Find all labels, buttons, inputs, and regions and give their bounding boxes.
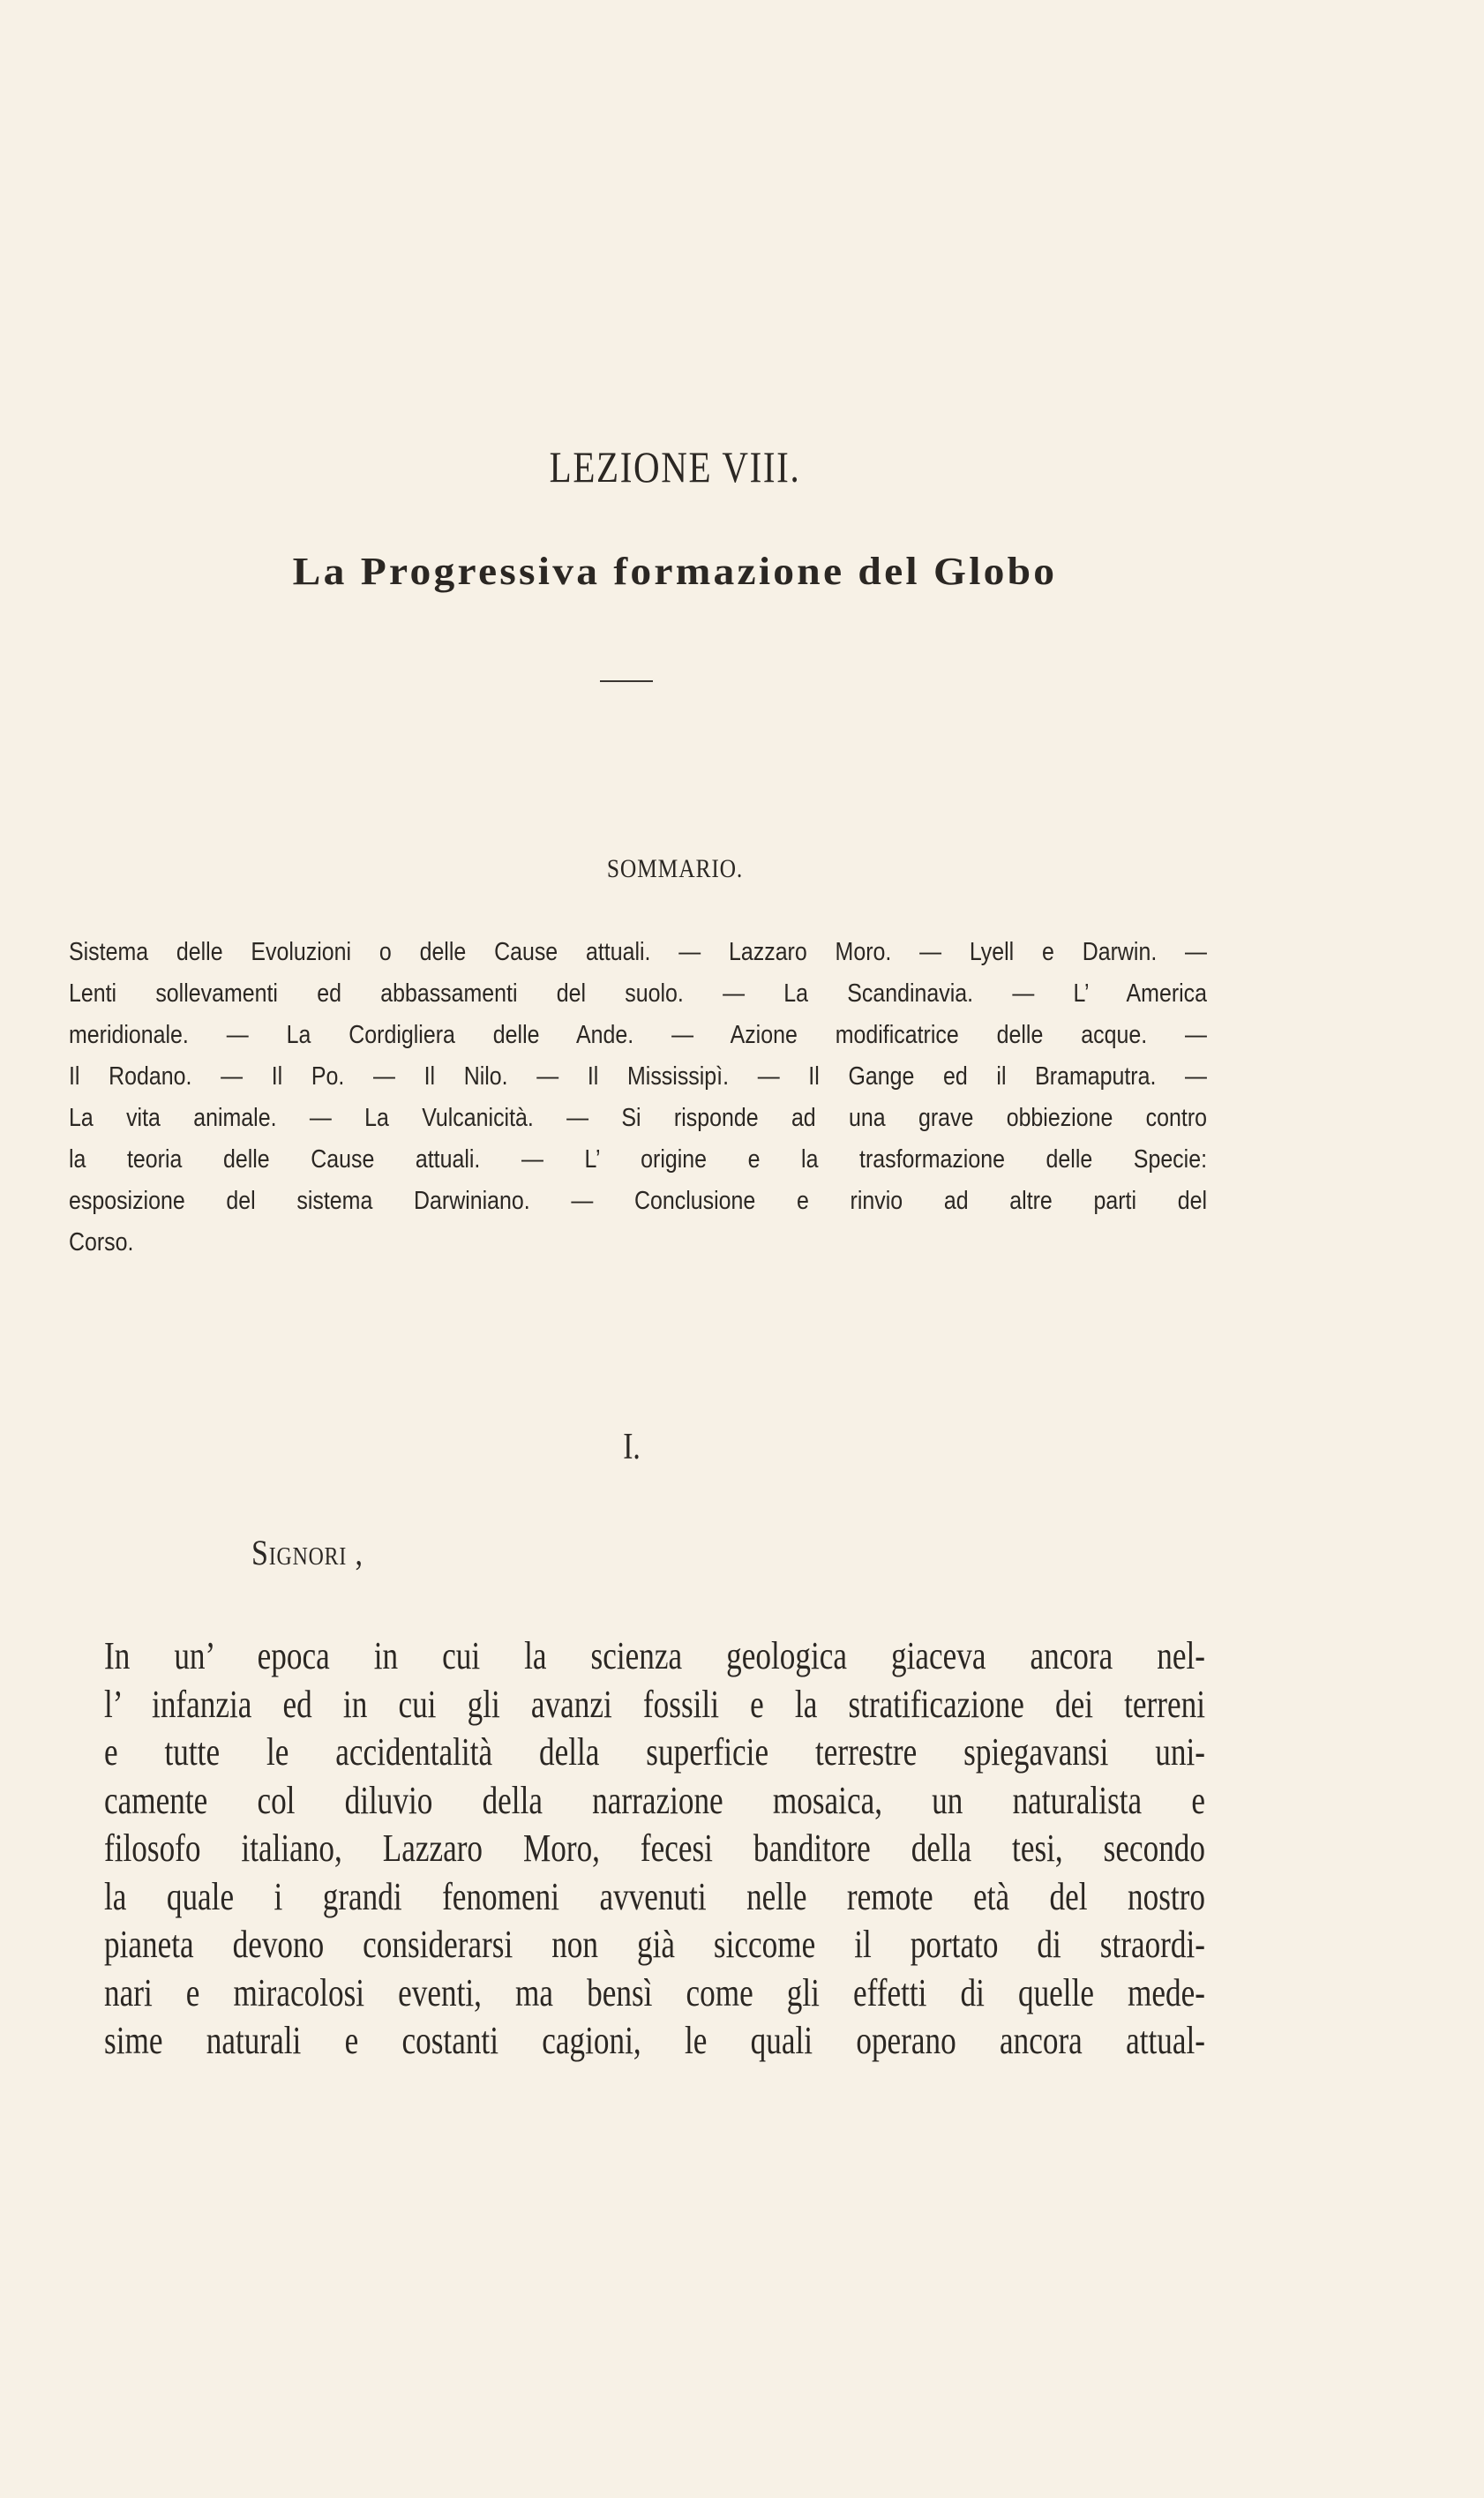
summary-block (69, 932, 1207, 1264)
body-line: l’ infanzia ed in cui gli avanzi fossili e la stratificazione dei terreni (104, 1682, 1205, 1726)
section-number: I. (623, 1427, 641, 1467)
summary-line: La vita animale. — La Vulcanicità. — Si risponde ad una grave obbiezione contro (69, 1104, 1207, 1132)
lesson-title: LEZIONE VIII. (549, 442, 801, 491)
summary-line: Il Rodano. — Il Po. — Il Nilo. — Il Mississipì. — Il Gange ed il Bramaputra. — (69, 1062, 1207, 1091)
summary-line: meridionale. — La Cordigliera delle Ande. — Azione modificatrice delle acque. — (69, 1021, 1207, 1049)
title-divider (600, 680, 653, 682)
summary-heading: SOMMARIO. (606, 854, 744, 883)
body-line: filosofo italiano, Lazzaro Moro, fecesi banditore della tesi, secondo (104, 1827, 1205, 1870)
summary-line: esposizione del sistema Darwiniano. — Conclusione e rinvio ad altre parti del (69, 1187, 1207, 1215)
body-line: pianeta devono considerarsi non già siccome il portato di straordi- (104, 1923, 1205, 1966)
body-line: sime naturali e costanti cagioni, le quali operano ancora attual- (104, 2019, 1205, 2062)
body-line: nari e miracolosi eventi, ma bensì come gli effetti di quelle mede- (104, 1970, 1205, 2014)
chapter-subtitle: La Progressiva formazione del Globo (292, 550, 1058, 593)
body-line: camente col diluvio della narrazione mosaica, un naturalista e (104, 1778, 1205, 1822)
body-line: la quale i grandi fenomeni avvenuti nelle remote età del nostro (104, 1874, 1205, 1918)
salutation: Signori , (251, 1533, 364, 1572)
summary-line: la teoria delle Cause attuali. — L’ origine e la trasformazione delle Specie: (69, 1145, 1207, 1174)
summary-line: Lenti sollevamenti ed abbassamenti del suolo. — La Scandinavia. — L’ America (69, 979, 1207, 1008)
summary-line: Corso. (69, 1228, 134, 1257)
body-line: In un’ epoca in cui la scienza geologica giaceva ancora nel- (104, 1634, 1205, 1677)
summary-line: Sistema delle Evoluzioni o delle Cause attuali. — Lazzaro Moro. — Lyell e Darwin. — (69, 938, 1207, 966)
body-line: e tutte le accidentalità della superficie terrestre spiegavansi uni- (104, 1730, 1205, 1774)
body-paragraph (104, 1632, 1207, 2066)
